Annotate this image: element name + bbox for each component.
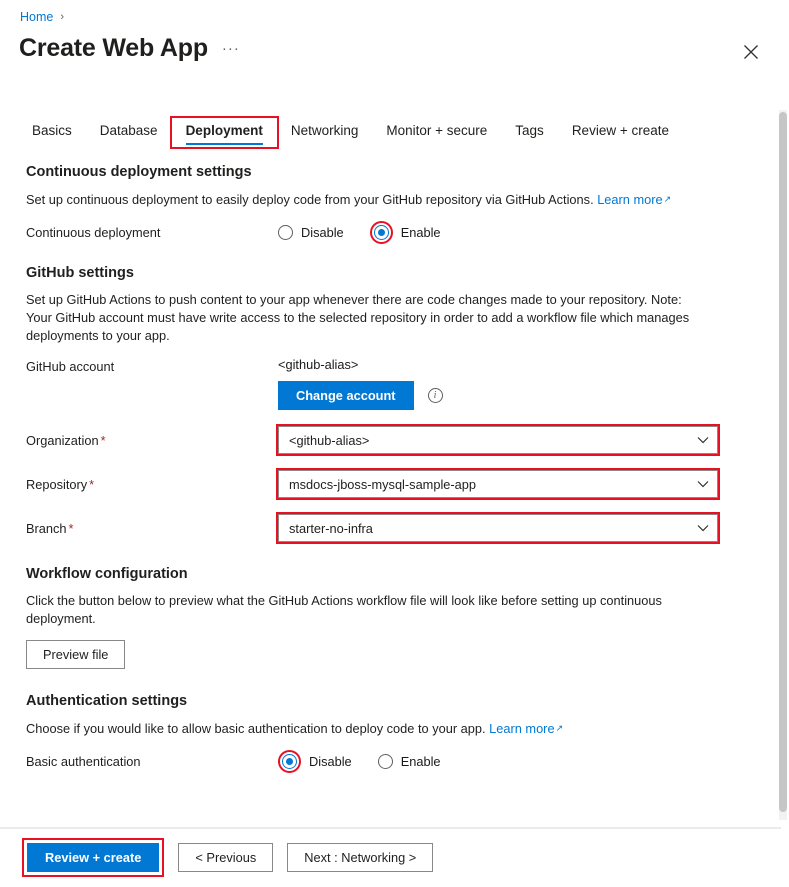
tab-deployment[interactable]	[172, 118, 277, 147]
github-account-value-group	[278, 357, 443, 410]
tab-bar	[18, 118, 683, 147]
change-account-row	[278, 381, 443, 410]
authentication-settings-heading: Authentication settings	[26, 693, 188, 709]
organization-select[interactable]	[278, 426, 718, 454]
radio-unchecked-icon[interactable]	[378, 754, 393, 769]
github-account-label: GitHub account	[26, 359, 115, 374]
continuous-deployment-description-text: Set up continuous deployment to easily deploy code from your GitHub repository via GitHub Actions.	[26, 192, 594, 207]
continuous-deployment-disable-label: Disable	[301, 224, 344, 240]
tab-review-create-label: Review + create	[571, 123, 669, 138]
branch-required-marker: *	[68, 520, 74, 536]
change-account-button[interactable]: Change account	[278, 381, 414, 410]
organization-field	[26, 426, 755, 454]
repository-required-marker: *	[89, 476, 95, 492]
breadcrumb-home-link[interactable]: Home	[20, 10, 54, 24]
next-networking-button[interactable]: Next : Networking >	[287, 843, 433, 872]
basic-authentication-disable-option[interactable]	[278, 754, 352, 769]
organization-label	[26, 433, 278, 448]
continuous-deployment-enable-option[interactable]	[370, 225, 441, 240]
tab-networking[interactable]	[277, 118, 373, 147]
basic-authentication-disable-highlight	[278, 750, 301, 773]
continuous-deployment-enable-highlight	[370, 221, 393, 244]
repository-select[interactable]	[278, 470, 718, 498]
continuous-deployment-description	[26, 190, 706, 209]
review-create-highlight	[22, 838, 164, 877]
branch-label-text: Branch	[26, 520, 67, 536]
branch-selected-value: starter-no-infra	[289, 520, 373, 536]
authentication-settings-description-text: Choose if you would like to allow basic authentication to deploy code to your app.	[26, 721, 486, 736]
more-options-icon[interactable]: ···	[221, 40, 240, 57]
tab-database[interactable]	[86, 118, 172, 147]
preview-file-button[interactable]: Preview file	[26, 640, 125, 669]
organization-selected-value: <github-alias>	[289, 432, 370, 448]
continuous-deployment-heading: Continuous deployment settings	[26, 164, 252, 180]
repository-label	[26, 477, 278, 492]
external-link-icon: ↗	[663, 194, 672, 204]
footer-divider	[0, 828, 781, 829]
workflow-configuration-description: Click the button below to preview what the GitHub Actions workflow file will look like before setting up continuous deployment.	[26, 593, 662, 626]
tab-monitor-secure[interactable]	[372, 118, 501, 147]
tab-networking-label: Networking	[290, 123, 359, 138]
continuous-deployment-label: Continuous deployment	[26, 224, 161, 240]
basic-authentication-enable-label: Enable	[400, 753, 441, 769]
tab-tags-label: Tags	[515, 123, 544, 138]
github-account-field	[26, 357, 755, 410]
main-content	[0, 156, 781, 819]
tab-basics-label: Basics	[32, 123, 72, 138]
title-row	[19, 34, 240, 63]
branch-field	[26, 514, 755, 542]
continuous-deployment-learn-more-link[interactable]	[597, 192, 671, 207]
radio-checked-icon[interactable]	[374, 225, 389, 240]
continuous-deployment-radio-group	[278, 225, 441, 240]
github-settings-description: Set up GitHub Actions to push content to your app whenever there are code changes made to your repository. Note: Your GitHub account must have write access to the selected repository in order to add a workflow file which manages deployments to your app.	[26, 292, 690, 343]
tab-review-create[interactable]	[558, 118, 683, 147]
tab-deployment-label: Deployment	[185, 123, 263, 138]
tab-database-label: Database	[99, 123, 158, 138]
continuous-deployment-disable-option[interactable]	[278, 225, 344, 240]
radio-checked-icon[interactable]	[282, 754, 297, 769]
continuous-deployment-field	[26, 221, 755, 243]
breadcrumb-separator-icon: ›	[60, 11, 65, 23]
tab-basics[interactable]	[18, 118, 86, 147]
repository-field	[26, 470, 755, 498]
basic-authentication-radio-group	[278, 754, 441, 769]
authentication-settings-description	[26, 719, 706, 738]
tab-monitor-secure-label: Monitor + secure	[386, 123, 488, 138]
page-title: Create Web App	[19, 34, 208, 62]
repository-select-wrap	[278, 470, 718, 498]
organization-required-marker: *	[100, 432, 106, 448]
workflow-configuration-heading: Workflow configuration	[26, 566, 188, 582]
wizard-footer	[0, 827, 781, 887]
continuous-deployment-enable-label: Enable	[400, 224, 441, 240]
radio-unchecked-icon[interactable]	[278, 225, 293, 240]
review-create-button[interactable]: Review + create	[27, 843, 159, 872]
authentication-learn-more-label: Learn more	[489, 721, 555, 736]
tab-tags[interactable]	[501, 118, 558, 147]
organization-select-wrap	[278, 426, 718, 454]
close-icon[interactable]	[739, 40, 763, 64]
branch-label	[26, 521, 278, 536]
info-icon[interactable]: i	[428, 388, 443, 403]
repository-label-text: Repository	[26, 476, 88, 492]
branch-select[interactable]	[278, 514, 718, 542]
breadcrumb	[20, 10, 64, 24]
organization-label-text: Organization	[26, 432, 99, 448]
github-settings-heading: GitHub settings	[26, 265, 134, 281]
repository-selected-value: msdocs-jboss-mysql-sample-app	[289, 476, 477, 492]
basic-authentication-enable-option[interactable]	[378, 754, 441, 769]
basic-authentication-disable-label: Disable	[309, 753, 352, 769]
continuous-deployment-learn-more-label: Learn more	[597, 192, 663, 207]
authentication-learn-more-link[interactable]	[489, 721, 563, 736]
external-link-icon: ↗	[555, 723, 564, 733]
github-account-value: <github-alias>	[278, 357, 359, 372]
basic-authentication-field	[26, 750, 755, 772]
previous-button[interactable]: < Previous	[178, 843, 273, 872]
branch-select-wrap	[278, 514, 718, 542]
basic-authentication-label: Basic authentication	[26, 753, 141, 769]
